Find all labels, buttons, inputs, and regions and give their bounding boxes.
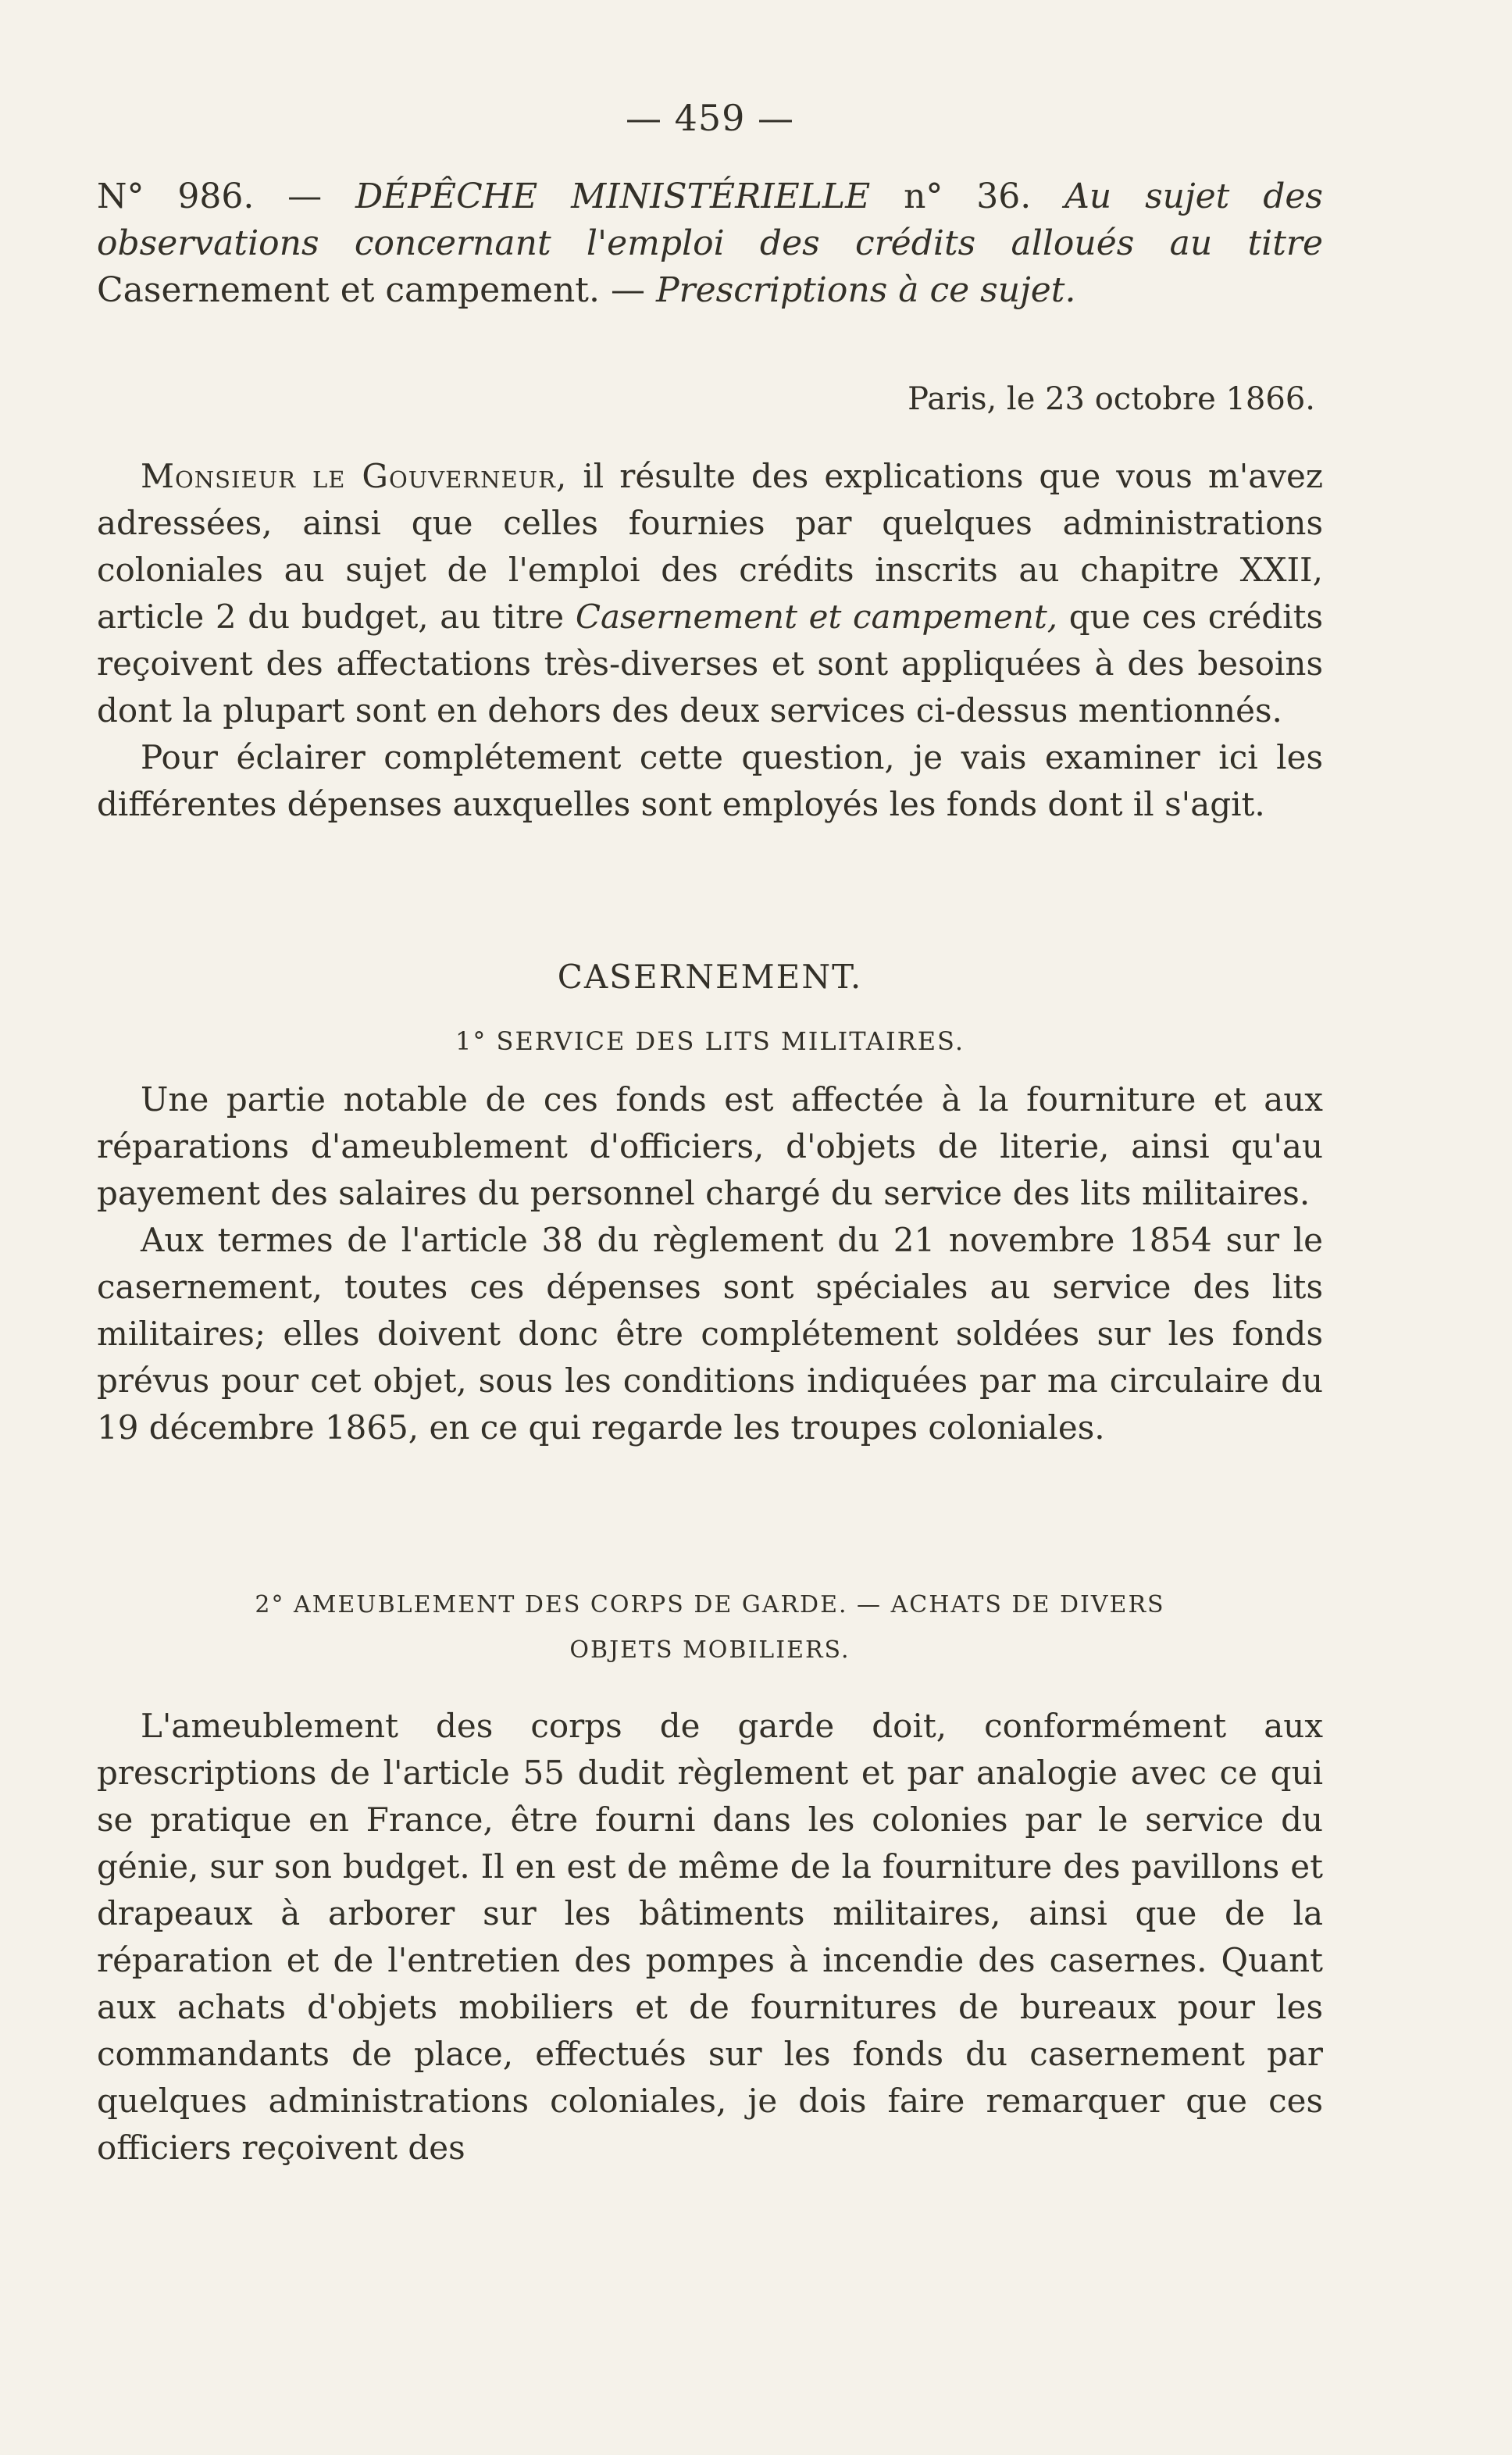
- section-title: CASERNEMENT.: [557, 958, 863, 996]
- section2-title: [97, 1583, 1323, 1673]
- section2-paragraph-1: L'ameublement des corps de garde doit, conformément aux prescriptions de l'article 55 dudit règlement et par analogie avec ce qui se pratique en France, être fourni dans les colonies par le service du génie, sur son budget. Il en est de même de la fourniture des pavillons et drapeaux à arborer sur les bâtiments militaires, ainsi que de la réparation et de l'entretien des pompes à incendie des casernes. Quant aux achats d'objets mobiliers et de fournitures de bureaux pour les commandants de place, effectués sur les fonds du casernement par quelques administrations coloniales, je dois faire remarquer que ces officiers reçoivent des: [97, 1707, 1323, 2167]
- dateline: Paris, le 23 octobre 1866.: [908, 381, 1315, 417]
- intro-paragraph-2: Pour éclairer complétement cette question, je vais examiner ici les différentes dépenses auxquelles sont employés les fonds dont il s'agit.: [97, 738, 1323, 823]
- section1-block: [97, 1076, 1323, 1451]
- heading-subject: Au sujet des observations concernant l'emploi des crédits alloués au titre: [97, 177, 1323, 263]
- section2-title-line-1: 2° AMEUBLEMENT DES CORPS DE GARDE. — ACHATS DE DIVERS: [255, 1591, 1165, 1618]
- section1-paragraph-2: Aux termes de l'article 38 du règlement du 21 novembre 1854 sur le casernement, toutes ces dépenses sont spéciales au service des lits militaires; elles doivent donc être complétement soldées sur les fonds prévus pour cet objet, sous les conditions indiquées par ma circulaire du 19 décembre 1865, en ce qui regarde les troupes coloniales.: [97, 1221, 1323, 1447]
- intro-paragraph-1: [97, 453, 1323, 734]
- intro-p1-text-a: il résulte des explications que vous m'avez adressées, ainsi que celles fournies par quelques administrations coloniales au sujet de l'emploi des crédits inscrits au chapitre XXII, article 2 du budget, au titre: [97, 457, 1324, 636]
- heading-number: N° 986. —: [97, 177, 356, 216]
- heading-title: DÉPÊCHE MINISTÉRIELLE: [355, 177, 871, 216]
- intro-p1-italic: Casernement et campement,: [575, 598, 1058, 636]
- document-heading: [97, 173, 1323, 314]
- heading-prescriptions: Prescriptions à ce sujet.: [655, 270, 1076, 310]
- heading-issue: n° 36.: [870, 177, 1065, 216]
- heading-rubric: Casernement et campement. —: [97, 270, 656, 310]
- intro-block: [97, 453, 1323, 828]
- salutation: Monsieur le Gouverneur,: [141, 457, 568, 495]
- section1-paragraph-1: Une partie notable de ces fonds est affectée à la fourniture et aux réparations d'ameublement d'officiers, d'objets de literie, ainsi qu'au payement des salaires du personnel chargé du service des lits militaires.: [97, 1080, 1323, 1212]
- section2-title-line-2: OBJETS MOBILIERS.: [569, 1636, 850, 1664]
- page-number: — 459 —: [625, 97, 795, 139]
- intro-p1-text-b: que ces crédits reçoivent des affectations très-diverses et sont appliquées à des besoins dont la plupart sont en dehors des deux services ci-dessus mentionnés.: [97, 598, 1324, 730]
- section1-title: 1° SERVICE DES LITS MILITAIRES.: [455, 1026, 965, 1056]
- section2-block: [97, 1703, 1323, 2171]
